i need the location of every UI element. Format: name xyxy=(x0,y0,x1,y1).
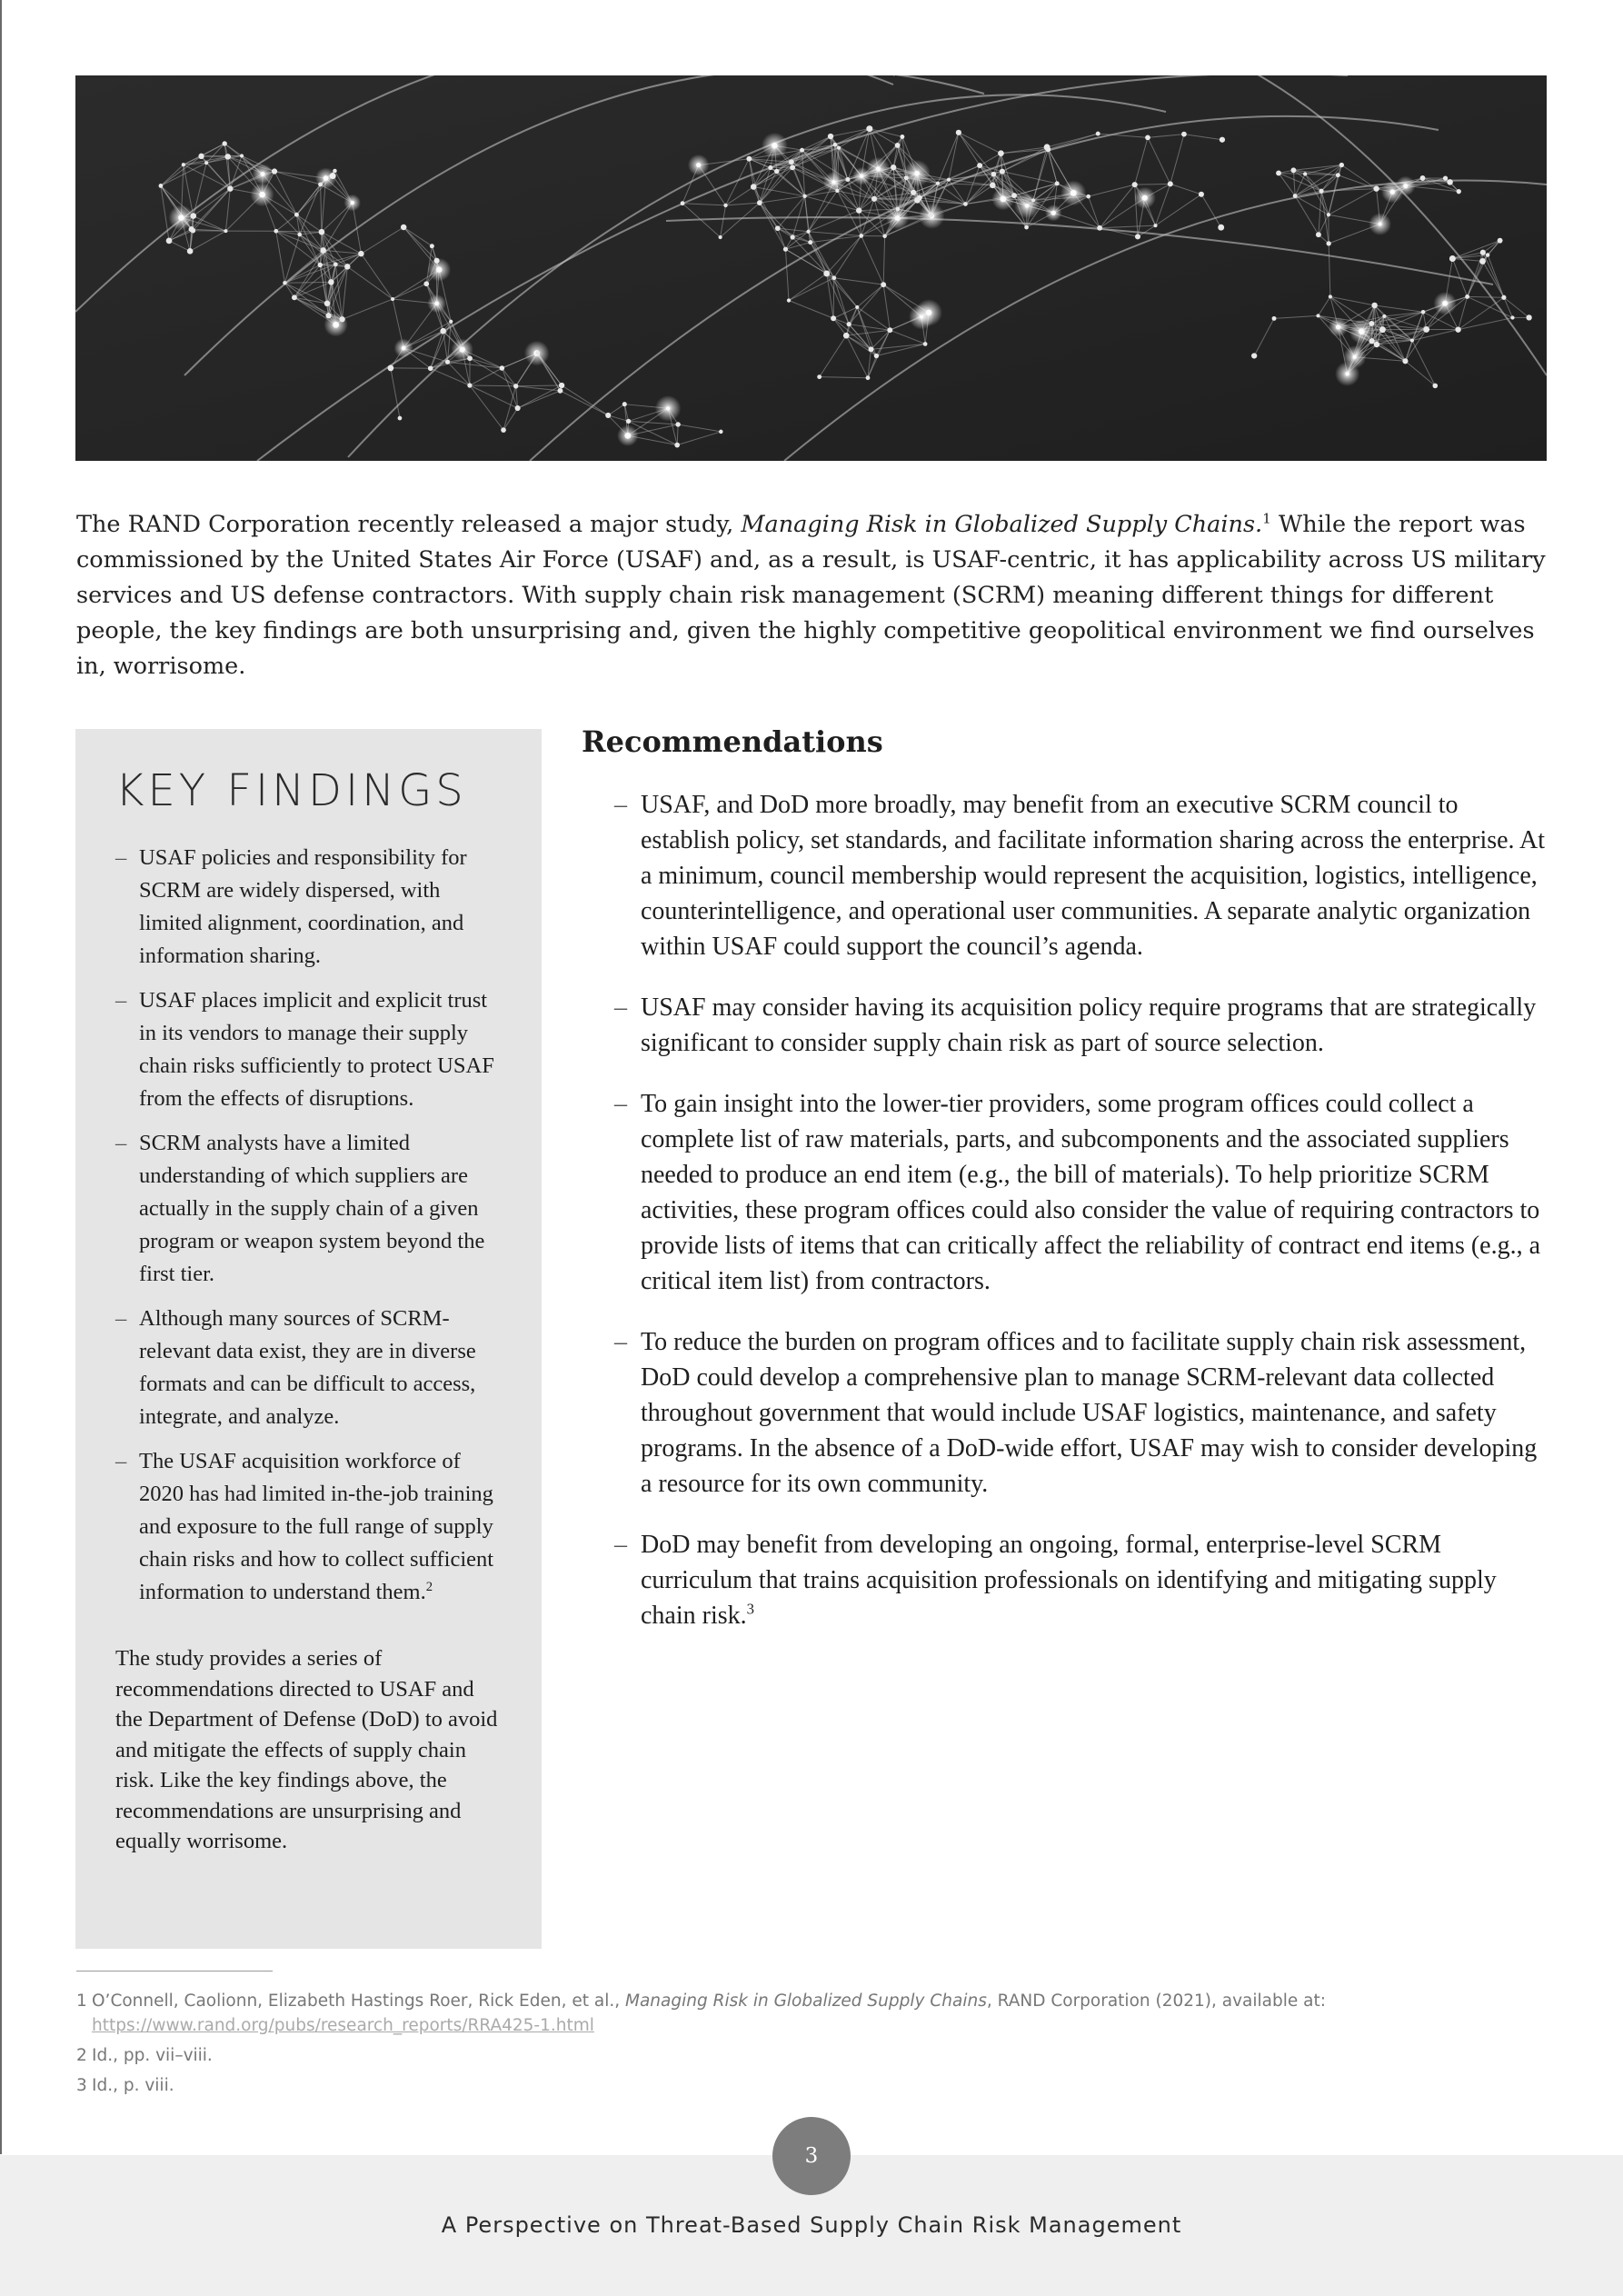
footnote-2: 2 Id., pp. vii–viii. xyxy=(76,2046,213,2065)
key-finding-item: – USAF places implicit and explicit trust in its vendors to manage their supply chain risks sufficiently to protect USAF from the effects of disruptions. xyxy=(115,984,505,1115)
recommendations-list xyxy=(614,787,1550,1659)
key-finding-item: – The USAF acquisition workforce of 2020 has had limited in-the-job training and exposure to the full range of supply chain risks and how to collect sufficient information to understand them.$^2$ xyxy=(115,1445,505,1609)
footer-title: A Perspective on Threat-Based Supply Chain Risk Management xyxy=(441,2212,1182,2238)
footnote-ref-2: 2 xyxy=(425,1579,433,1594)
key-finding-item: – SCRM analysts have a limited understanding of which suppliers are actually in the supply chain of a given program or weapon system beyond the first tier. xyxy=(115,1127,505,1291)
study-title: Managing Risk in Globalized Supply Chains. xyxy=(741,511,1263,538)
footnotes xyxy=(76,1989,1548,2103)
footnote-ref-3: 3 xyxy=(746,1600,755,1618)
hero-image xyxy=(75,75,1547,461)
key-findings-list xyxy=(115,842,505,1609)
intro-paragraph: The RAND Corporation recently released a major study, Managing Risk in Globalized Supply Chains.$^1$ While the report was commissioned by the United States Air Force (USAF) and, as a result, is USAF-centric, it has applicability across US military services and US defense contractors. With supply chain risk management (SCRM) meaning different things for different people, the key findings are both unsurprising and, given the highly competitive geopolitical environment we find ourselves in, worrisome. xyxy=(76,510,1546,680)
key-finding-item: – USAF policies and responsibility for SCRM are widely dispersed, with limited alignment, coordination, and information sharing. xyxy=(115,842,505,973)
recommendation-item: – To gain insight into the lower-tier providers, some program offices could collect a complete list of raw materials, parts, and subcomponents and the associated suppliers needed to produce an end item (e.g., the bill of materials). To help prioritize SCRM activities, these program offices could also consider the value of requiring contractors to provide lists of items that can critically affect the reliability of contract end items (e.g., a critical item list) from contractors. xyxy=(614,1086,1550,1299)
recommendation-item: – USAF, and DoD more broadly, may benefit from an executive SCRM council to establish policy, set standards, and facilitate information sharing across the enterprise. At a minimum, council membership would represent the acquisition, logistics, intelligence, counterintelligence, and operational user communities. A separate analytic organization within USAF could support the council’s agenda. xyxy=(614,787,1550,964)
page-edge-line xyxy=(0,0,2,2154)
footnote-1: 1 O’Connell, Caolionn, Elizabeth Hastings Roer, Rick Eden, et al., Managing Risk in Globalized Supply Chains, RAND Corporation (2021), available at: https://www.rand.org/pubs/research_reports/RRA425-1.html xyxy=(76,1992,1326,2035)
key-finding-item: – Although many sources of SCRM-relevant data exist, they are in diverse formats and can be difficult to access, integrate, and analyze. xyxy=(115,1303,505,1433)
footnote-link[interactable]: https://www.rand.org/pubs/research_reports/RRA425-1.html xyxy=(92,2016,594,2035)
key-findings-sidebar xyxy=(75,729,542,1949)
footnote-ref-1: 1 xyxy=(1262,510,1271,527)
recommendation-item: – To reduce the burden on program offices and to facilitate supply chain risk assessment, DoD could develop a comprehensive plan to manage SCRM-relevant data collected throughout government that would include USAF logistics, maintenance, and safety programs. In the absence of a DoD-wide effort, USAF may wish to consider developing a resource for its own community. xyxy=(614,1324,1550,1502)
page-number: 3 xyxy=(772,2117,851,2195)
recommendations-title: Recommendations xyxy=(582,724,883,759)
key-findings-title: KEY FINDINGS xyxy=(115,765,467,816)
study-summary-text: The study provides a series of recommendations directed to USAF and the Department of Defense (DoD) to avoid and mitigate the effects of supply chain risk. Like the key findings above, the recommendations are unsurprising and equally worrisome. xyxy=(115,1646,498,1853)
recommendation-item: – DoD may benefit from developing an ongoing, formal, enterprise-level SCRM curriculum that trains acquisition professionals on identifying and mitigating supply chain risk.$^3$ xyxy=(614,1527,1550,1633)
footnote-divider xyxy=(76,1971,273,1972)
footnote-3: 3 Id., p. viii. xyxy=(76,2076,174,2095)
world-network-map-image xyxy=(75,75,1547,461)
recommendation-item: – USAF may consider having its acquisition policy require programs that are strategically significant to consider supply chain risk as part of source selection. xyxy=(614,990,1550,1061)
